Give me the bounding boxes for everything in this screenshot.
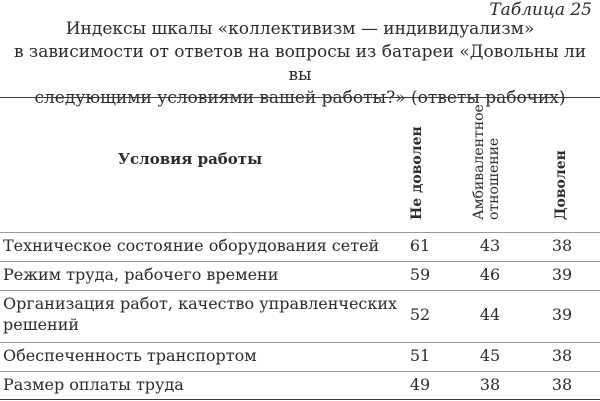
cell-ambivalent: 46 [479,265,501,284]
header-col-satisfied: Доволен [553,150,569,220]
header-col-not-satisfied: Не доволен [409,126,425,220]
cell-not-satisfied: 52 [409,305,431,324]
cell-not-satisfied: 59 [409,265,431,284]
cell-ambivalent: 43 [479,236,501,255]
header-col-ambivalent [472,104,502,220]
caption-line-1: Индексы шкалы «коллективизм — индивидуализм» [65,19,535,39]
table-bottom-rule [0,399,600,400]
row-label: Размер оплаты труда [3,375,184,394]
cell-satisfied: 38 [551,375,573,394]
row-label: Техническое состояние оборудования сетей [3,236,380,255]
table-number: Таблица 25 [489,0,592,20]
header-bottom-rule [0,232,600,233]
row-divider [0,371,600,372]
cell-not-satisfied: 49 [409,375,431,394]
row-divider [0,290,600,291]
cell-ambivalent: 38 [479,375,501,394]
header-conditions-label: Условия работы [117,150,263,168]
row-divider [0,342,600,343]
header-col-ambivalent-line-1: Амбивалентное [471,104,487,220]
cell-not-satisfied: 51 [409,346,431,365]
row-label: Организация работ, качество управленческих [3,294,398,313]
cell-satisfied: 39 [551,305,573,324]
cell-satisfied: 38 [551,346,573,365]
caption-line-2: в зависимости от ответов на вопросы из батареи «Довольны ли вы [13,42,587,85]
cell-ambivalent: 45 [479,346,501,365]
cell-not-satisfied: 61 [409,236,431,255]
row-label: Режим труда, рабочего времени [3,265,279,284]
table-top-rule [0,97,600,98]
cell-satisfied: 38 [551,236,573,255]
row-divider [0,261,600,262]
row-label-continuation: решений [3,315,80,334]
cell-satisfied: 39 [551,265,573,284]
cell-ambivalent: 44 [479,305,501,324]
caption-line-3: следующими условиями вашей работы?» (ответы рабочих) [34,88,566,108]
header-col-ambivalent-line-2: отношение [486,137,502,220]
row-label: Обеспеченность транспортом [3,346,257,365]
